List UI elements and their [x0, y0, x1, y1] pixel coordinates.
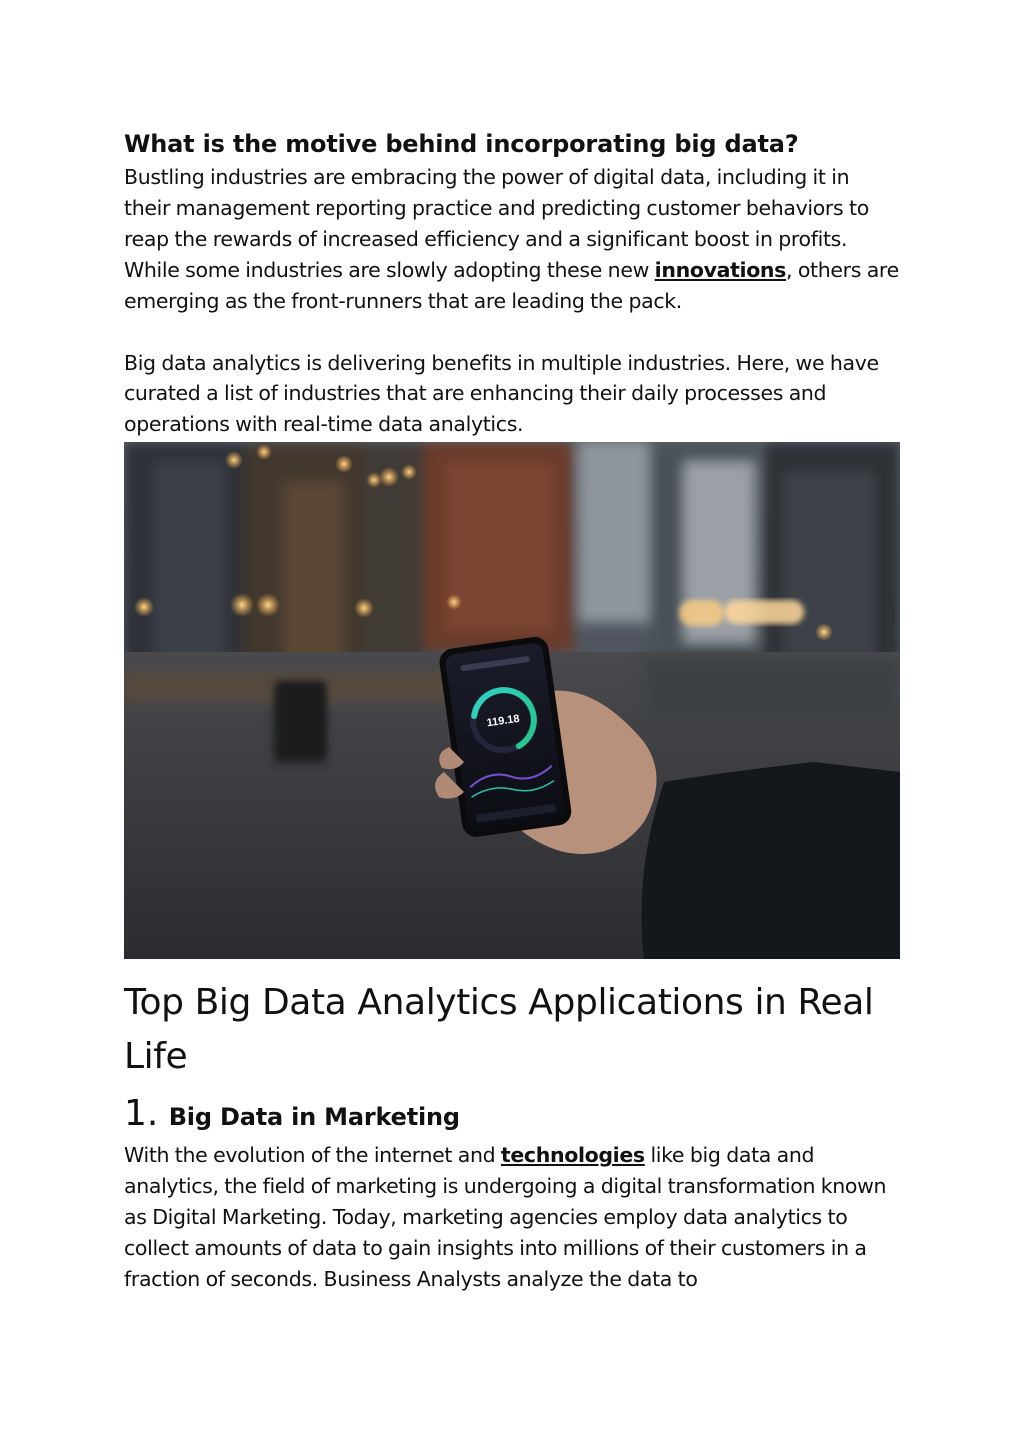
subsection-title: Big Data in Marketing [168, 1103, 460, 1131]
speed-reading: 119.18 [485, 712, 521, 730]
subsection-number: 1. [124, 1093, 159, 1134]
phone-speedtest-photo [124, 442, 900, 959]
subsection-heading [124, 1092, 900, 1139]
paragraph-gap [124, 317, 900, 348]
marketing-section [124, 1140, 900, 1295]
benefits-paragraph: Big data analytics is delivering benefits in multiple industries. Here, we have curated a list of industries that are enhancing their daily processes and operations with real-time data analytics. [124, 350, 879, 437]
intro-text-end: , others are emerging as the front-runners that are leading the pack. [124, 257, 899, 313]
main-heading: Top Big Data Analytics Applications in Real Life [124, 982, 874, 1077]
innovations-link[interactable]: innovations [654, 257, 787, 282]
intro-text-start: Bustling industries are embracing the power of digital data, including it in their management reporting practice and predicting customer behaviors to reap the rewards of increased efficiency and a significant boost in profits. While some industries are slowly adopting these new [124, 165, 869, 282]
marketing-text-start: With the evolution of the internet and [124, 1143, 501, 1167]
technologies-link[interactable]: technologies [500, 1143, 645, 1167]
marketing-paragraph [124, 1140, 900, 1295]
section-heading: What is the motive behind incorporating big data? [124, 130, 799, 158]
intro-section [124, 126, 900, 440]
intro-paragraph [124, 162, 900, 317]
marketing-text-end: like big data and analytics, the field of marketing is undergoing a digital transformation known as Digital Marketing. Today, marketing agencies employ data analytics to collect amounts of data to gain insights into millions of their customers in a fraction of seconds. Business Analysts analyze the data to [124, 1143, 887, 1291]
